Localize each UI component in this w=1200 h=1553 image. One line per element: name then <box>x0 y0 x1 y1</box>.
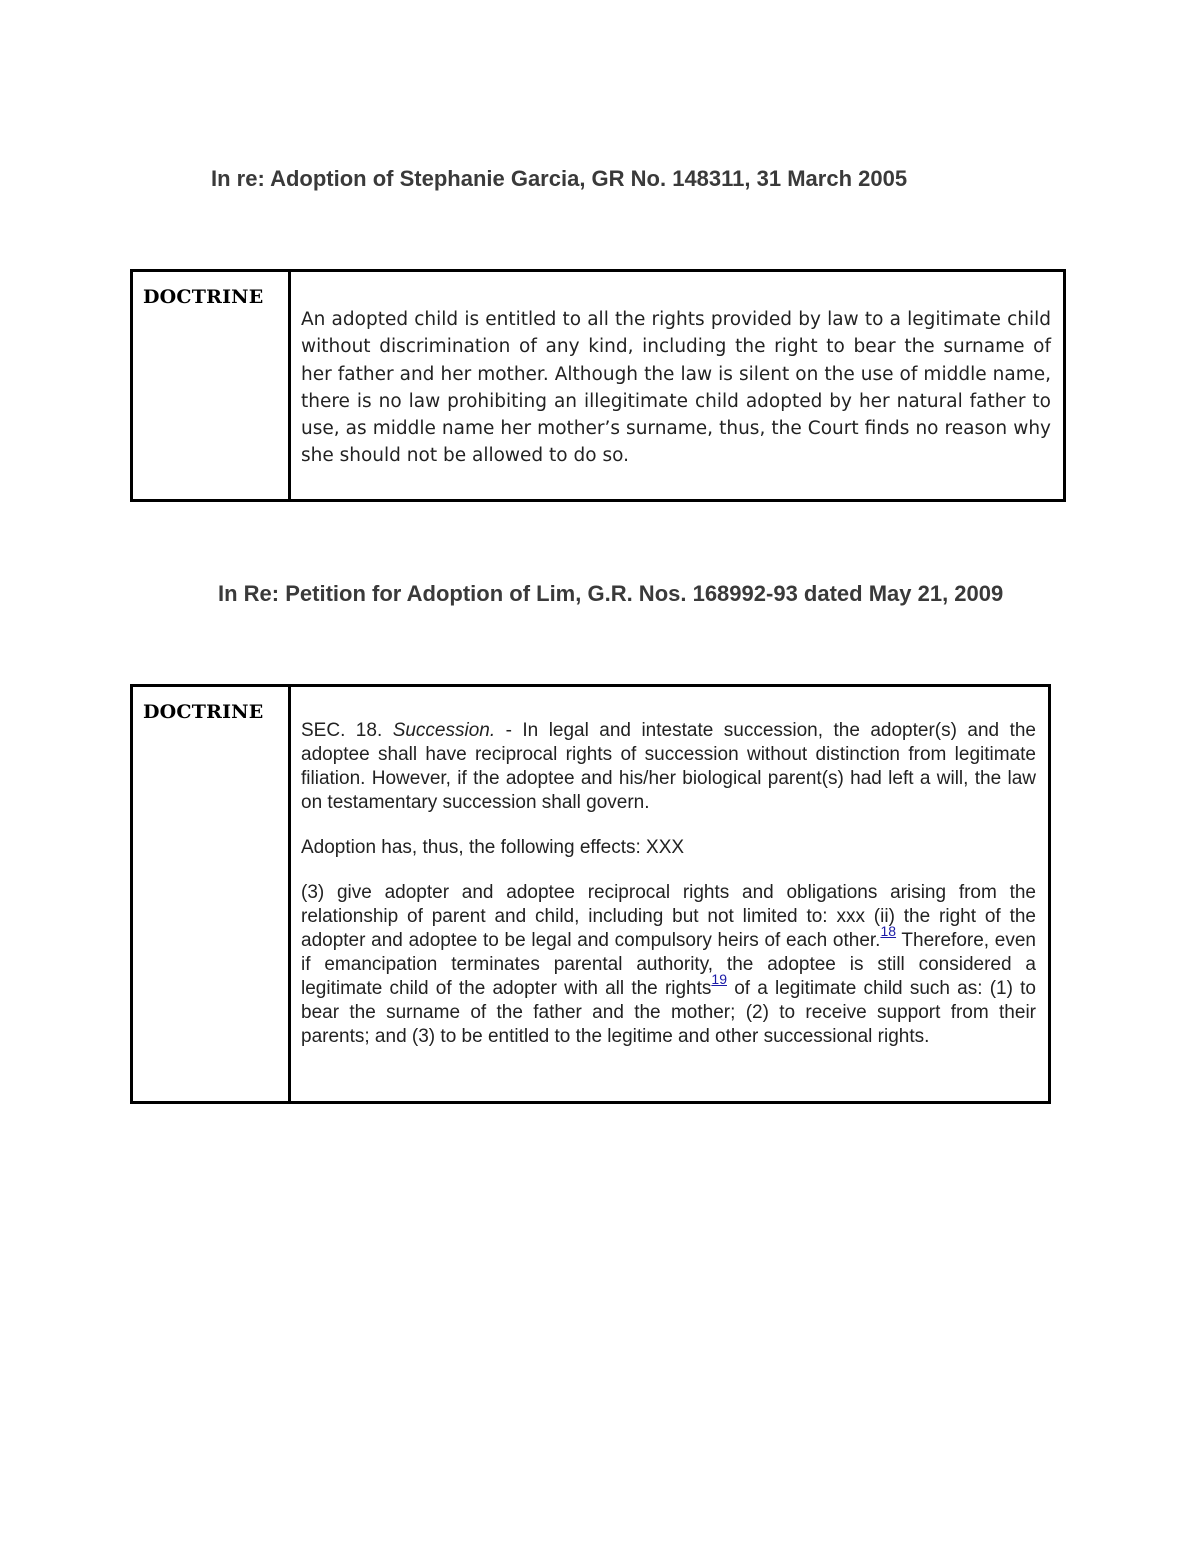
doctrine-label-cell <box>133 272 291 499</box>
footnote-link-19[interactable]: 19 <box>711 971 727 987</box>
doctrine-content-cell <box>291 272 1063 499</box>
doctrine-table <box>130 684 1051 1104</box>
doctrine-table <box>130 269 1066 502</box>
footnote-link-18[interactable]: 18 <box>880 923 897 939</box>
section-number: SEC. 18. <box>301 720 393 741</box>
item-3-text: (3) give adopter and adoptee reciprocal rights and obligations arising from the relationship of parent and child, including but not limited to: xxx (ii) the right of the adopter and adoptee to be legal and compulsory heirs of each other. <box>301 882 1036 951</box>
section-18-paragraph <box>301 719 1036 815</box>
section-heading: Succession. <box>392 720 496 741</box>
section-text: - In legal and intestate succession, the adopter(s) and the adoptee shall have reciprocal rights of succession without distinction from legitimate filiation. However, if the adoptee and his/her biological parent(s) had left a will, the law on testamentary succession shall govern. <box>301 720 1036 813</box>
doctrine-text: An adopted child is entitled to all the rights provided by law to a legitimate child without discrimination of any kind, including the right to bear the surname of her father and her mother. Although the law is silent on the use of middle name, there is no law prohibiting an illegitimate child adopted by her natural father to use, as middle name her mother’s surname, thus, the Court finds no reason why she should not be allowed to do so. <box>301 309 1051 467</box>
effects-item-3-paragraph <box>301 881 1036 1049</box>
case-title: In Re: Petition for Adoption of Lim, G.R. Nos. 168992-93 dated May 21, 2009 <box>218 581 1004 606</box>
doctrine-label: DOCTRINE <box>143 286 264 308</box>
item-3-text-continued: Therefore, even if emancipation terminates parental authority, the adoptee is still considered a legitimate child of the adopter with all the rights <box>301 930 1036 999</box>
doctrine-label-cell <box>133 687 291 1101</box>
doctrine-content-cell <box>291 687 1048 1101</box>
item-3-text-end: of a legitimate child such as: (1) to bear the surname of the father and the mother; (2) to receive support from their parents; and (3) to be entitled to the legitime and other successional rights. <box>301 978 1036 1047</box>
effects-paragraph: Adoption has, thus, the following effects: XXX <box>301 837 685 858</box>
doctrine-label: DOCTRINE <box>143 701 264 723</box>
case-title: In re: Adoption of Stephanie Garcia, GR No. 148311, 31 March 2005 <box>211 166 908 191</box>
